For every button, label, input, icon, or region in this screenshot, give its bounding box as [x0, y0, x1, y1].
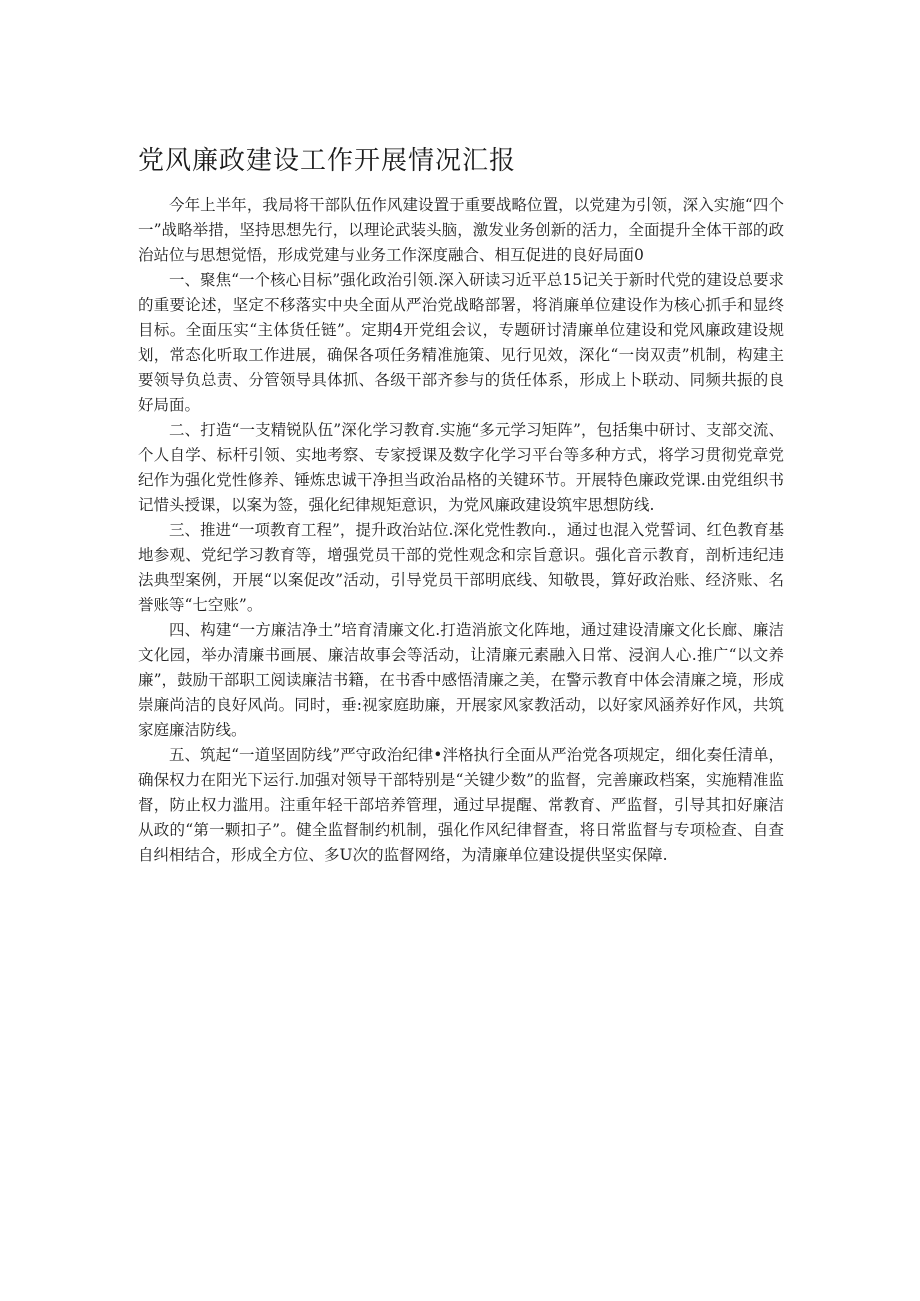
section-4-paragraph: 四、构建“一方廉洁净土”培育清廉文化.打造消旅文化阵地，通过建设清廉文化长廊、廉洁文化园，举办清廉书画展、廉洁故事会等活动，让清廉元素融入日常、浸润人心.推广“以文养廉”，鼓励干部职工阅读廉洁书籍，在书香中感悟清廉之美，在警示教育中体会清廉之境，形成崇廉尚洁的良好风尚。同时，垂:视家庭助廉，开展家风家教活动，以好家风涵养好作风，共筑家庭廉洁防线。 — [138, 621, 784, 739]
intro-paragraph: 今年上半年，我局将干部队伍作风建设置于重要战略位置，以党建为引领，深入实施“四个一”战略举措，坚持思想先行，以理论武装头脑，激发业务创新的活力，全面提升全体干部的政治站位与思想觉悟，形成党建与业务工作深度融合、相互促进的良好局面0 — [138, 196, 784, 264]
section-5-paragraph: 五、筑起“一道坚固防线”严守政治纪律•泮格执行全面从严治党各项规定，细化奏任清单，确保权力在阳光下运行.加强对领导干部特别是“关键少数”的监督，完善廉政档案，实施精准监督，防止权力滥用。注重年轻干部培养管理，通过早提醒、常教育、严监督，引导其扣好廉洁从政的“第一颗扣子”。健全监督制约机制，强化作风纪律督查，将日常监督与专项检查、自查自纠相结合，形成全方位、多U次的监督网络，为清廉单位建设提供坚实保障. — [138, 746, 784, 864]
document-body — [138, 193, 784, 868]
document-title: 党风廉政建设工作开展情况汇报 — [138, 146, 517, 176]
section-2-paragraph: 二、打造“一支精锐队伍”深化学习教育.实施“多元学习矩阵”，包括集中研讨、支部交流、个人自学、标杆引领、实地考察、专家授课及数字化学习平台等多种方式，将学习贯彻党章党纪作为强化党性修养、锤炼忠诚干净担当政治品格的关键环节。开展特色廉政党课.由党组织书记惜头授课，以案为签，强化纪律规矩意识，为党风廉政建设筑牢思想防线. — [138, 421, 784, 514]
section-3-paragraph: 三、推进“一项教育工程”，提升政治站位.深化党性教向.，通过也混入党誓词、红色教育基地参观、党纪学习教育等，增强党员干部的党性观念和宗旨意识。强化音示教育，剖析违纪违法典型案例，开展“以案促改”活动，引导党员干部明底线、知敬畏，算好政治账、经济账、名誉账等“七空账”。 — [138, 521, 784, 614]
section-1-paragraph: 一、聚焦“一个核心目标”强化政治引领.深入研读习近平总15记关于新时代党的建设总要求的重要论述，坚定不移落实中央全面从严治党战略部署，将消廉单位建设作为核心抓手和显终目标。全面压实“主体货任链”。定期4开党组会议，专题研讨清廉单位建设和党风廉政建设规划，常态化听取工作进展，确保各项任务精准施策、见行见效，深化“一岗双责”机制，构建主要领导负总责、分管领导具体抓、各级干部齐参与的货任体系，形成上卜联动、同频共振的良好局面。 — [138, 271, 784, 414]
